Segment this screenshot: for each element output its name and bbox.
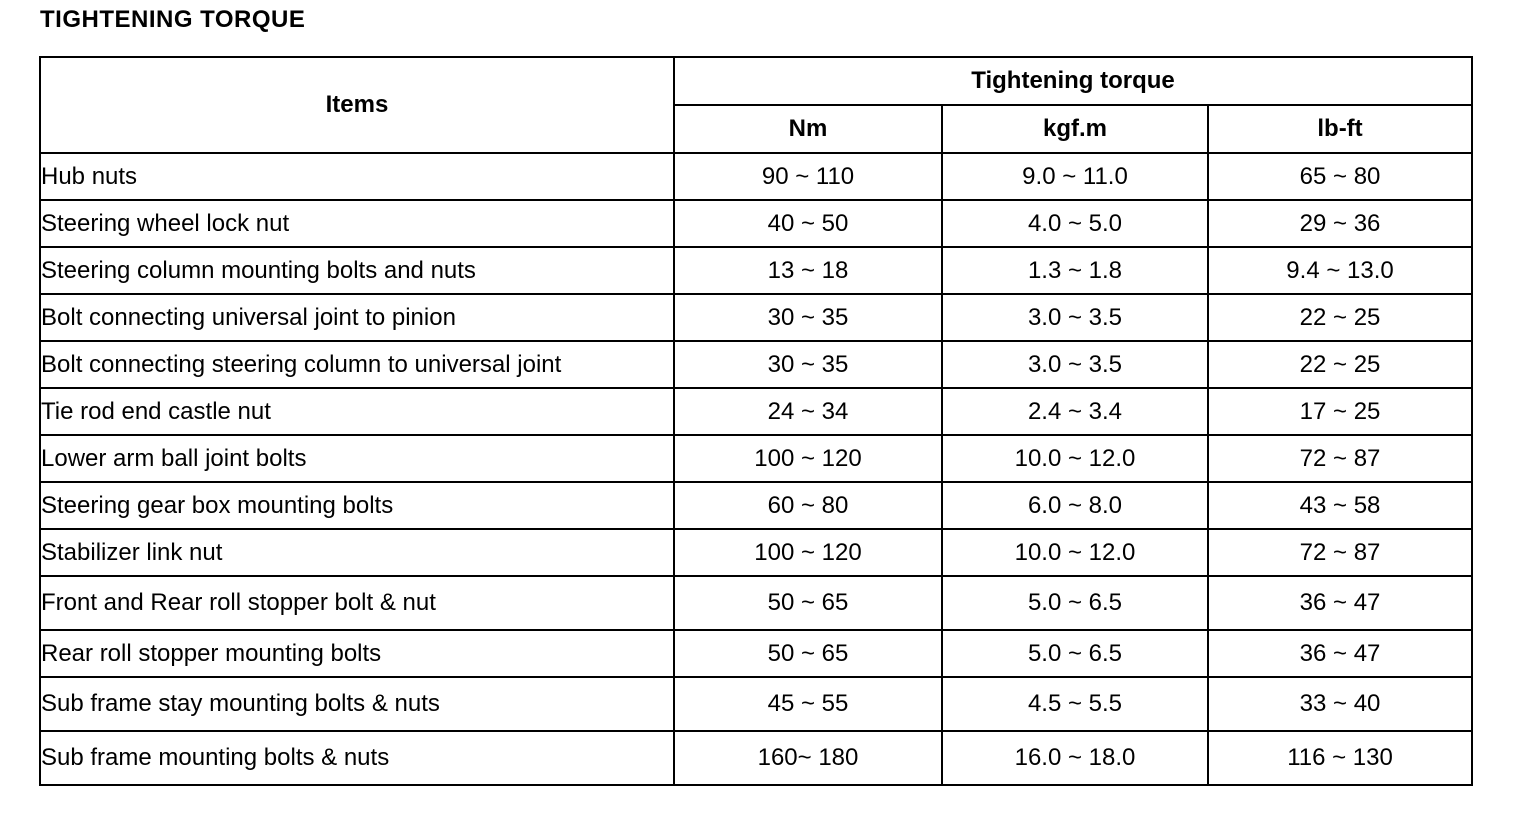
table-row <box>40 294 1472 341</box>
item-cell: Lower arm ball joint bolts <box>40 435 674 482</box>
nm-cell: 90 ~ 110 <box>674 153 942 200</box>
lbft-cell: 72 ~ 87 <box>1208 435 1472 482</box>
lbft-cell: 72 ~ 87 <box>1208 529 1472 576</box>
kgfm-cell: 2.4 ~ 3.4 <box>942 388 1208 435</box>
item-cell: Steering column mounting bolts and nuts <box>40 247 674 294</box>
nm-cell: 100 ~ 120 <box>674 435 942 482</box>
kgfm-cell: 5.0 ~ 6.5 <box>942 630 1208 677</box>
item-cell: Steering gear box mounting bolts <box>40 482 674 529</box>
lbft-cell: 9.4 ~ 13.0 <box>1208 247 1472 294</box>
nm-cell: 13 ~ 18 <box>674 247 942 294</box>
kgfm-cell: 9.0 ~ 11.0 <box>942 153 1208 200</box>
table-row <box>40 200 1472 247</box>
item-cell: Hub nuts <box>40 153 674 200</box>
lbft-cell: 116 ~ 130 <box>1208 731 1472 785</box>
item-cell: Bolt connecting steering column to universal joint <box>40 341 674 388</box>
lbft-cell: 36 ~ 47 <box>1208 576 1472 630</box>
nm-cell: 30 ~ 35 <box>674 294 942 341</box>
item-cell: Sub frame stay mounting bolts & nuts <box>40 677 674 731</box>
kgfm-cell: 10.0 ~ 12.0 <box>942 529 1208 576</box>
kgfm-cell: 4.0 ~ 5.0 <box>942 200 1208 247</box>
kgfm-cell: 16.0 ~ 18.0 <box>942 731 1208 785</box>
table-row <box>40 677 1472 731</box>
item-cell: Stabilizer link nut <box>40 529 674 576</box>
nm-cell: 160~ 180 <box>674 731 942 785</box>
lbft-cell: 33 ~ 40 <box>1208 677 1472 731</box>
lbft-cell: 36 ~ 47 <box>1208 630 1472 677</box>
kgfm-cell: 4.5 ~ 5.5 <box>942 677 1208 731</box>
table-row <box>40 482 1472 529</box>
nm-cell: 50 ~ 65 <box>674 576 942 630</box>
unit-header-kgfm: kgf.m <box>942 105 1208 153</box>
lbft-cell: 22 ~ 25 <box>1208 341 1472 388</box>
nm-cell: 30 ~ 35 <box>674 341 942 388</box>
items-column-header: Items <box>40 57 674 153</box>
item-cell: Rear roll stopper mounting bolts <box>40 630 674 677</box>
kgfm-cell: 1.3 ~ 1.8 <box>942 247 1208 294</box>
unit-header-lbft: lb-ft <box>1208 105 1472 153</box>
item-cell: Front and Rear roll stopper bolt & nut <box>40 576 674 630</box>
tightening-torque-header: Tightening torque <box>674 57 1472 105</box>
table-row <box>40 731 1472 785</box>
kgfm-cell: 5.0 ~ 6.5 <box>942 576 1208 630</box>
table-row <box>40 529 1472 576</box>
table-row <box>40 388 1472 435</box>
table-row <box>40 435 1472 482</box>
nm-cell: 40 ~ 50 <box>674 200 942 247</box>
nm-cell: 60 ~ 80 <box>674 482 942 529</box>
page-title: TIGHTENING TORQUE <box>40 6 306 33</box>
nm-cell: 50 ~ 65 <box>674 630 942 677</box>
table-row <box>40 153 1472 200</box>
item-cell: Sub frame mounting bolts & nuts <box>40 731 674 785</box>
lbft-cell: 22 ~ 25 <box>1208 294 1472 341</box>
lbft-cell: 65 ~ 80 <box>1208 153 1472 200</box>
kgfm-cell: 3.0 ~ 3.5 <box>942 294 1208 341</box>
lbft-cell: 17 ~ 25 <box>1208 388 1472 435</box>
kgfm-cell: 3.0 ~ 3.5 <box>942 341 1208 388</box>
lbft-cell: 43 ~ 58 <box>1208 482 1472 529</box>
nm-cell: 45 ~ 55 <box>674 677 942 731</box>
nm-cell: 24 ~ 34 <box>674 388 942 435</box>
nm-cell: 100 ~ 120 <box>674 529 942 576</box>
table-row <box>40 576 1472 630</box>
unit-header-nm: Nm <box>674 105 942 153</box>
table-row <box>40 341 1472 388</box>
kgfm-cell: 6.0 ~ 8.0 <box>942 482 1208 529</box>
kgfm-cell: 10.0 ~ 12.0 <box>942 435 1208 482</box>
table-row <box>40 247 1472 294</box>
item-cell: Bolt connecting universal joint to pinion <box>40 294 674 341</box>
lbft-cell: 29 ~ 36 <box>1208 200 1472 247</box>
item-cell: Tie rod end castle nut <box>40 388 674 435</box>
table-row <box>40 630 1472 677</box>
item-cell: Steering wheel lock nut <box>40 200 674 247</box>
torque-table <box>39 56 1473 786</box>
